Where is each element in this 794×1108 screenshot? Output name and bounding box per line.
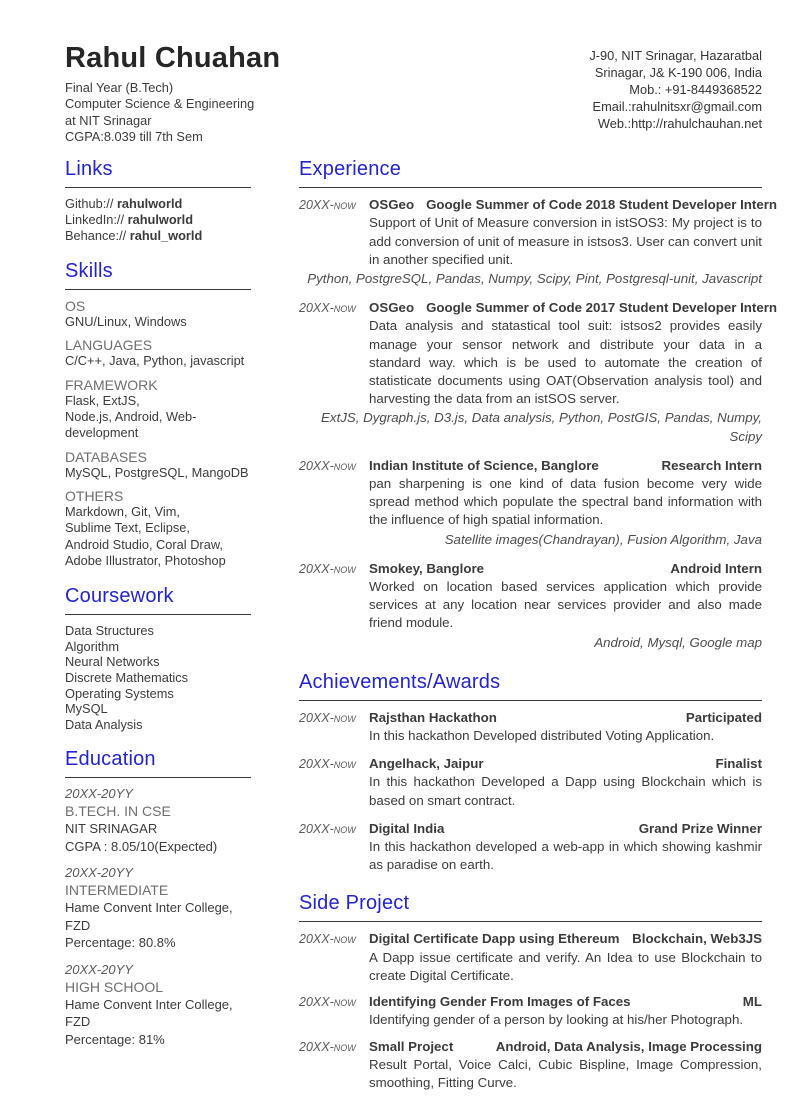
experience-item [299, 299, 778, 449]
education-period: 20XX-20YY [65, 961, 133, 977]
achievement-award: Grand Prize Winner [638, 820, 762, 836]
experience-role: Android Intern [670, 560, 762, 576]
person-name: Rahul Chuahan [65, 42, 281, 74]
education-result: Percentage: 80.8% [65, 935, 176, 951]
coursework-item: MySQL [65, 701, 108, 717]
link-item-github [65, 196, 251, 212]
skill-group-label: OTHERS [65, 487, 124, 504]
person-subtitle: at NIT Srinagar [65, 112, 152, 128]
experience-item [299, 560, 762, 655]
project-period: 20XX-now [299, 995, 356, 1010]
achievement-name: Angelhack, Jaipur [369, 756, 484, 772]
coursework-item: Operating Systems [65, 685, 174, 701]
project-name: Identifying Gender From Images of Faces [369, 994, 631, 1010]
coursework-item: Neural Networks [65, 654, 160, 670]
achievements-section [299, 671, 762, 877]
section-title-experience: Experience [299, 158, 402, 181]
skill-group-values: C/C++, Java, Python, javascript [65, 353, 245, 369]
contact-block [589, 42, 762, 132]
section-divider [299, 700, 762, 701]
section-title-links: Links [65, 158, 113, 181]
achievement-item [299, 820, 762, 877]
coursework-section [65, 585, 251, 732]
achievement-item [299, 709, 762, 747]
project-period: 20XX-now [299, 932, 356, 947]
skill-group-values: MySQL, PostgreSQL, MangoDB [65, 464, 249, 480]
education-item-intermediate [65, 865, 251, 952]
experience-description: pan sharpening is one kind of data fusion become very wide spread method which populate the spectral band information with the influence of high spatial information. [369, 476, 762, 528]
skill-group-values: Node.js, Android, Web-development [65, 409, 197, 441]
experience-role: Research Intern [661, 457, 762, 473]
section-divider [65, 777, 251, 778]
skills-section [65, 260, 251, 569]
side-project-section [299, 892, 762, 1092]
experience-org: Smokey, Banglore [369, 560, 485, 576]
education-result: Percentage: 81% [65, 1031, 165, 1047]
project-tags: Blockchain, Web3JS [632, 931, 762, 947]
experience-description: Support of Unit of Measure conversion in istSOS3: My project is to add conversion of unit of measure in istsos3. User can convert unit in another specified unit. [369, 215, 762, 267]
contact-mobile: Mob.: +91-8449368522 [629, 82, 762, 97]
project-description: A Dapp issue certificate and verify. An Idea to use Blockchain to create Digital Certificate. [369, 949, 762, 983]
section-title-achievements: Achievements/Awards [299, 670, 501, 693]
project-description: Identifying gender of a person by looking at his/her Photograph. [369, 1012, 744, 1028]
section-title-coursework: Coursework [65, 585, 174, 608]
section-divider [65, 614, 251, 615]
experience-section [299, 158, 778, 655]
education-item-highschool [65, 962, 251, 1049]
coursework-item: Data Structures [65, 623, 154, 639]
section-title-side-project: Side Project [299, 892, 410, 915]
experience-tech-stack: Android, Mysql, Google map [594, 634, 762, 650]
link-username: rahulworld [127, 212, 194, 228]
skill-group-values: Markdown, Git, Vim, [65, 503, 180, 519]
person-subtitle: Computer Science & Engineering [65, 96, 255, 112]
experience-item [299, 457, 762, 552]
header [65, 42, 762, 145]
project-period: 20XX-now [299, 1039, 356, 1054]
skill-group-values: Adobe Illustrator, Photoshop [65, 552, 226, 568]
education-degree: HIGH SCHOOL [65, 978, 164, 995]
section-title-education: Education [65, 748, 156, 771]
person-subtitle: CGPA:8.039 till 7th Sem [65, 128, 203, 144]
section-divider [299, 187, 762, 188]
experience-org: OSGeo [369, 300, 415, 316]
experience-period: 20XX-now [299, 458, 356, 473]
experience-role: Google Summer of Code 2018 Student Developer Intern [426, 197, 778, 213]
skill-group-label: OS [65, 298, 86, 315]
experience-item [299, 196, 778, 291]
achievement-period: 20XX-now [299, 757, 356, 772]
experience-description: Data analysis and statastical tool suit: istsos2 provides easily manage your sensor network and distribute your data in a standard way. which is be used to automate the creation of statisticate documents using OAT(Observation analysis tool) and harvesting the data from an istSOS server. [369, 318, 762, 407]
achievement-name: Rajsthan Hackathon [369, 709, 497, 725]
experience-org: Indian Institute of Science, Banglore [369, 457, 599, 473]
section-divider [65, 187, 251, 188]
side-project-item [299, 993, 762, 1029]
coursework-item: Discrete Mathematics [65, 669, 189, 685]
skill-group-os [65, 298, 251, 330]
experience-tech-stack: ExtJS, Dygraph.js, D3.js, Data analysis, Python, PostGIS, Pandas, Numpy, Scipy [321, 410, 762, 444]
contact-address-line: J-90, NIT Srinagar, Hazaratbal [589, 48, 762, 63]
experience-tech-stack: Python, PostgreSQL, Pandas, Numpy, Scipy, Pint, Postgresql-unit, Javascript [307, 271, 762, 286]
achievement-description: In this hackathon Developed a Dapp using Blockchain which is based on smart contract. [369, 774, 762, 808]
experience-tech-stack: Satellite images(Chandrayan), Fusion Algorithm, Java [444, 531, 762, 547]
skill-group-databases [65, 449, 251, 481]
achievement-description: In this hackathon Developed distributed Voting Application. [369, 728, 715, 744]
link-username: rahulworld [116, 196, 183, 212]
achievement-name: Digital India [369, 820, 445, 836]
education-section [65, 748, 251, 1048]
link-prefix: LinkedIn:// [65, 212, 125, 228]
education-school: Hame Convent Inter College, FZD [65, 900, 233, 933]
skill-group-framework [65, 377, 251, 442]
identity-block [65, 42, 280, 145]
education-result: CGPA : 8.05/10(Expected) [65, 838, 218, 854]
contact-email: Email.:rahulnitsxr@gmail.com [592, 99, 762, 114]
side-project-item [299, 930, 762, 985]
education-item-btech [65, 786, 251, 855]
side-project-item [299, 1038, 762, 1093]
link-prefix: Github:// [65, 196, 114, 212]
section-divider [299, 921, 762, 922]
education-school: Hame Convent Inter College, FZD [65, 996, 233, 1030]
education-school: NIT SRINAGAR [65, 821, 158, 837]
achievement-award: Finalist [715, 756, 762, 772]
experience-period: 20XX-now [299, 561, 356, 576]
coursework-item: Algorithm [65, 638, 120, 654]
link-item-linkedin [65, 212, 251, 228]
experience-org: OSGeo [369, 197, 415, 213]
project-name: Small Project [369, 1038, 454, 1054]
achievement-period: 20XX-now [299, 710, 356, 725]
education-degree: INTERMEDIATE [65, 882, 169, 899]
project-name: Digital Certificate Dapp using Ethereum [369, 931, 620, 947]
right-column [299, 158, 778, 1108]
contact-website: Web.:http://rahulchauhan.net [597, 116, 762, 131]
skill-group-values: Sublime Text, Eclipse, [65, 520, 190, 536]
education-period: 20XX-20YY [65, 786, 133, 802]
achievement-period: 20XX-now [299, 821, 356, 836]
contact-address-line: Srinagar, J& K-190 006, India [594, 65, 762, 80]
section-divider [65, 289, 251, 290]
skill-group-label: DATABASES [65, 448, 147, 465]
project-description: Result Portal, Voice Calci, Cubic Bispline, Image Compression, smoothing, Fitting Curve. [369, 1056, 762, 1090]
skill-group-values: GNU/Linux, Windows [65, 314, 187, 330]
left-column [65, 158, 251, 1108]
person-subtitle: Final Year (B.Tech) [65, 80, 174, 95]
link-username: rahul_world [129, 228, 203, 244]
skill-group-values: Flask, ExtJS, [65, 392, 140, 408]
experience-period: 20XX-now [299, 301, 356, 316]
education-degree: B.TECH. IN CSE [65, 803, 171, 820]
achievement-award: Participated [685, 709, 762, 725]
skill-group-languages [65, 337, 251, 369]
project-tags: ML [742, 994, 762, 1010]
achievement-description: In this hackathon developed a web-app in which showing kashmir as paradise on earth. [369, 839, 762, 873]
coursework-item: Data Analysis [65, 716, 143, 732]
section-title-skills: Skills [65, 260, 113, 283]
two-column-body [65, 158, 778, 1108]
link-item-behance [65, 228, 251, 244]
achievement-item [299, 755, 762, 812]
link-prefix: Behance:// [65, 228, 127, 244]
education-period: 20XX-20YY [65, 865, 133, 881]
experience-role: Google Summer of Code 2017 Student Developer Intern [426, 300, 778, 316]
project-tags: Android, Data Analysis, Image Processing [495, 1038, 762, 1054]
experience-period: 20XX-now [299, 198, 356, 213]
skill-group-values: Android Studio, Coral Draw, [65, 536, 223, 552]
skill-group-label: FRAMEWORK [65, 376, 158, 393]
skill-group-label: LANGUAGES [65, 337, 153, 354]
links-section [65, 158, 251, 244]
experience-description: Worked on location based services application which provide services at any location near services provider and also made friend module. [369, 579, 762, 631]
skill-group-others [65, 488, 251, 569]
